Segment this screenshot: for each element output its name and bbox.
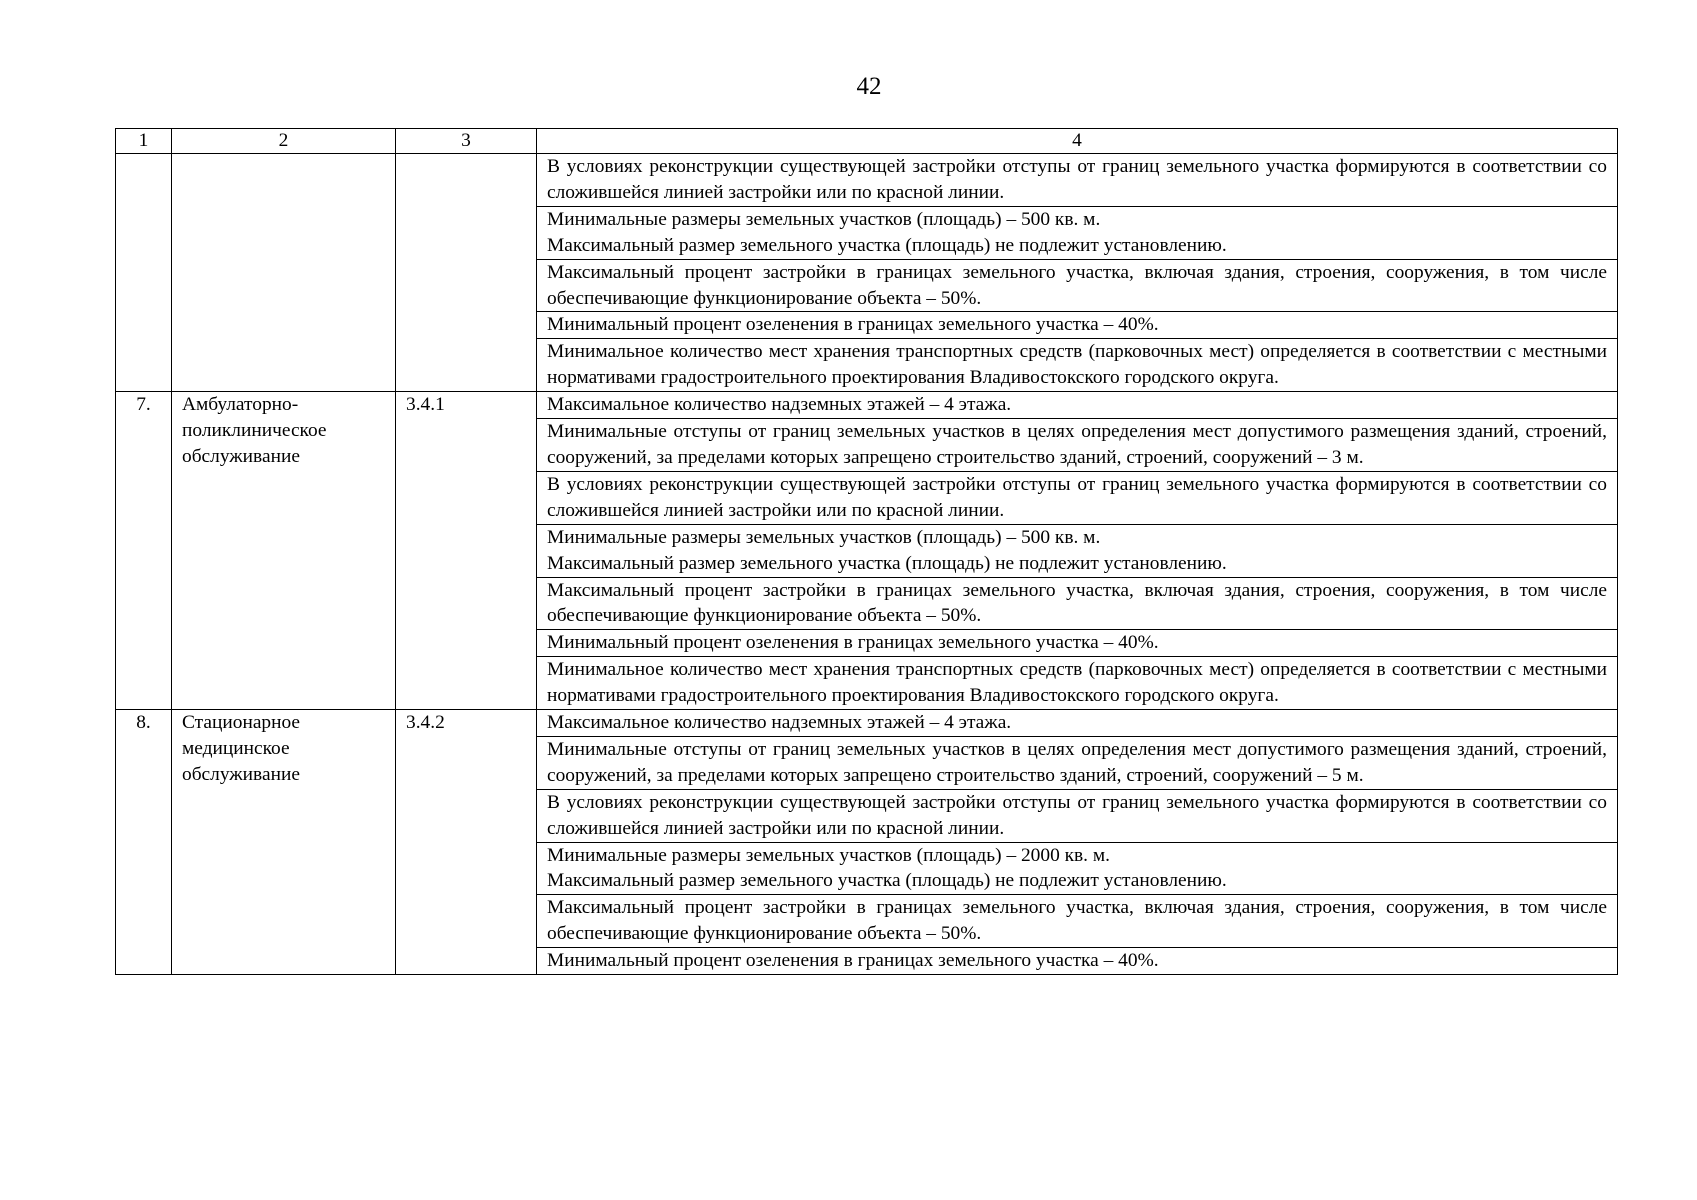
table-header-row (116, 129, 1618, 154)
parameter-cell: Максимальный процент застройки в границах земельного участка, включая здания, строения, сооружения, в том числе обеспечивающие функционирование объекта – 50%. (537, 895, 1618, 948)
header-cell-1: 1 (116, 129, 172, 154)
parameter-cell: Минимальные размеры земельных участков (площадь) – 500 кв. м. Максимальный размер земельного участка (площадь) не подлежит установлению. (537, 206, 1618, 259)
parameter-cell: Минимальный процент озеленения в границах земельного участка – 40%. (537, 312, 1618, 339)
parameter-cell: В условиях реконструкции существующей застройки отступы от границ земельного участка формируются в соответствии со сложившейся линией застройки или по красной линии. (537, 789, 1618, 842)
table-row (116, 710, 1618, 737)
row-number-cell: 7. (116, 392, 172, 710)
parameter-cell: Минимальное количество мест хранения транспортных средств (парковочных мест) определяется в соответствии с местными нормативами градостроительного проектирования Владивостокского городского округа. (537, 657, 1618, 710)
parameter-cell: Максимальный процент застройки в границах земельного участка, включая здания, строения, сооружения, в том числе обеспечивающие функционирование объекта – 50%. (537, 577, 1618, 630)
parameter-cell: Минимальный процент озеленения в границах земельного участка – 40%. (537, 948, 1618, 975)
parameter-cell: Минимальные отступы от границ земельных участков в целях определения мест допустимого размещения зданий, строений, сооружений, за пределами которых запрещено строительство зданий, строений, сооружений – 3 м. (537, 419, 1618, 472)
row-number-cell (116, 154, 172, 392)
parameter-cell: Максимальное количество надземных этажей – 4 этажа. (537, 392, 1618, 419)
parameter-cell: Максимальное количество надземных этажей – 4 этажа. (537, 710, 1618, 737)
header-cell-2: 2 (172, 129, 396, 154)
regulations-table (115, 128, 1618, 975)
header-cell-4: 4 (537, 129, 1618, 154)
use-code-cell: 3.4.1 (396, 392, 537, 710)
header-cell-3: 3 (396, 129, 537, 154)
use-name-cell: Стационарное медицинское обслуживание (172, 710, 396, 975)
use-name-cell (172, 154, 396, 392)
page-number: 42 (856, 73, 882, 100)
parameter-cell: Максимальный процент застройки в границах земельного участка, включая здания, строения, сооружения, в том числе обеспечивающие функционирование объекта – 50%. (537, 259, 1618, 312)
parameter-cell: В условиях реконструкции существующей застройки отступы от границ земельного участка формируются в соответствии со сложившейся линией застройки или по красной линии. (537, 154, 1618, 207)
parameter-cell: Минимальные размеры земельных участков (площадь) – 500 кв. м. Максимальный размер земельного участка (площадь) не подлежит установлению. (537, 524, 1618, 577)
row-number-cell: 8. (116, 710, 172, 975)
parameter-cell: В условиях реконструкции существующей застройки отступы от границ земельного участка формируются в соответствии со сложившейся линией застройки или по красной линии. (537, 471, 1618, 524)
parameter-cell: Минимальные размеры земельных участков (площадь) – 2000 кв. м. Максимальный размер земельного участка (площадь) не подлежит установлению. (537, 842, 1618, 895)
use-code-cell (396, 154, 537, 392)
parameter-cell: Минимальное количество мест хранения транспортных средств (парковочных мест) определяется в соответствии с местными нормативами градостроительного проектирования Владивостокского городского округа. (537, 339, 1618, 392)
use-code-cell: 3.4.2 (396, 710, 537, 975)
table-row (116, 392, 1618, 419)
parameter-cell: Минимальный процент озеленения в границах земельного участка – 40%. (537, 630, 1618, 657)
table-row (116, 154, 1618, 207)
use-name-cell: Амбулаторно- поликлиническое обслуживание (172, 392, 396, 710)
parameter-cell: Минимальные отступы от границ земельных участков в целях определения мест допустимого размещения зданий, строений, сооружений, за пределами которых запрещено строительство зданий, строений, сооружений – 5 м. (537, 736, 1618, 789)
table-body (116, 129, 1618, 975)
